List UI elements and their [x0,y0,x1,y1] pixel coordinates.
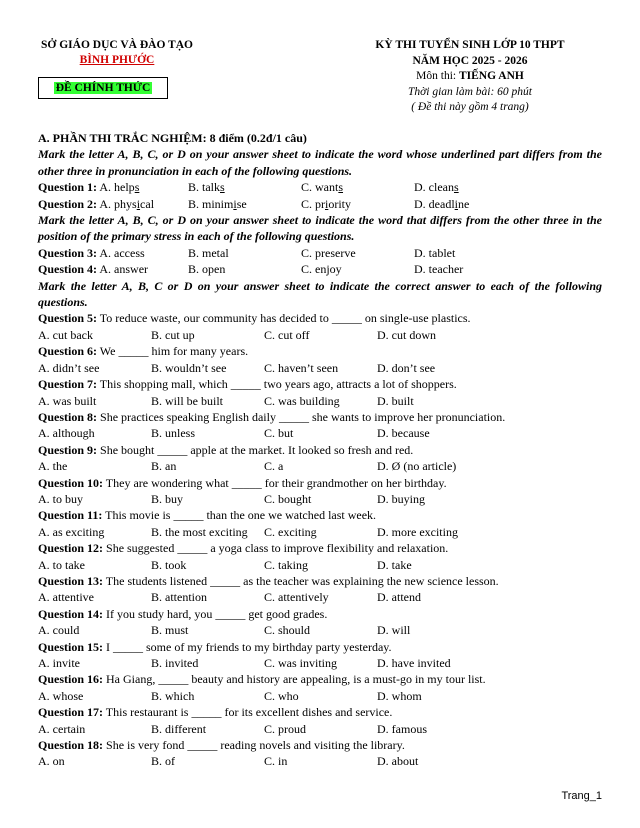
option-d: D. deadline [414,196,470,211]
option-b: B. unless [151,426,196,441]
option-c: C. in [264,754,288,769]
option-c: C. should [264,623,311,638]
option-c: C. a [264,459,284,474]
option-b: B. will be built [151,393,223,408]
option-d: D. don’t see [377,360,436,375]
option-a: A. whose [38,688,84,703]
option-b: B. minimise [188,196,247,211]
question-text: Ha Giang, _____ beauty and history are appealing, is a must-go in my tour list. [103,672,486,687]
question-stem [38,376,602,392]
option-c: C. attentively [264,590,329,605]
question-text: This restaurant is _____ for its excellent dishes and service. [103,705,393,720]
option-c: C. who [264,688,299,703]
time-limit: Thời gian làm bài: 60 phút [407,85,533,98]
option-a: A. to take [38,557,85,572]
instruction-grammar: Mark the letter A, B, C or D on your answer sheet to indicate the correct answer to each of the following questions. [38,278,602,310]
option-c: C. enjoy [301,262,342,277]
question-label: Question 4: [38,262,98,277]
question-text: She bought _____ apple at the market. It looked so fresh and red. [97,442,414,457]
option-a: A. attentive [38,590,94,605]
option-d: D. will [377,623,411,638]
subject-label: Môn thi: [416,70,459,82]
option-b: B. took [151,557,187,572]
option-b: B. invited [151,656,199,670]
province-name: BÌNH PHƯỚC [79,54,155,66]
option-b: B. cut up [151,327,195,342]
exam-content [38,130,602,770]
option-d: D. built [377,393,414,408]
option-b: B. of [151,754,175,769]
subject-line [345,69,595,85]
question-label: Question 6: [38,344,98,359]
option-b: B. wouldn’t see [151,360,227,375]
header-left [22,38,212,68]
option-d: D. Ø (no article) [377,459,457,474]
option-b: B. attention [151,590,207,605]
answer-options [38,721,602,737]
answer-options [38,393,602,409]
option-d: D. tablet [414,245,456,260]
question-text: This movie is _____ than the one we watched last week. [102,508,377,523]
option-d: D. take [377,557,412,572]
question-label: Question 13: [38,573,104,588]
question-stem [38,737,602,753]
header-right [345,38,595,116]
question-label: Question 2: [38,196,98,211]
answer-options [38,524,602,540]
question-text: They are wondering what _____ for their grandmother on her birthday. [103,475,447,490]
instruction-stress: Mark the letter A, B, C, or D on your answer sheet to indicate the word that differs from the other three in the position of the primary stress in each of the following questions. [38,213,602,244]
option-c: C. but [264,426,294,441]
question-4: Question 4: A. answer B. open C. enjoy D. teacher [38,262,464,277]
option-c: C. exciting [264,524,317,539]
option-a: A. to buy [38,491,83,506]
option-d: D. buying [377,491,425,506]
school-year: NĂM HỌC 2025 - 2026 [412,54,528,67]
question-label: Question 3: [38,245,98,260]
question-stem [38,573,602,589]
option-b: B. an [151,459,177,474]
answer-options [38,589,602,605]
option-a: A. as exciting [38,524,105,539]
page-number: Trang_1 [561,790,602,802]
question-text: I _____ some of my friends to my birthday party yesterday. [103,639,392,654]
option-a: A. cut back [38,327,93,342]
question-text: This shopping mall, which _____ two years ago, attracts a lot of shoppers. [97,377,457,392]
question-stem [38,704,602,720]
option-c: C. taking [264,557,308,572]
option-c: C. was inviting [264,656,338,670]
option-a: A. invite [38,656,80,670]
exam-title: KỲ THI TUYỂN SINH LỚP 10 THPT [375,39,565,51]
answer-options [38,360,602,376]
option-a: A. was built [38,393,97,408]
page-count: ( Đề thi này gồm 4 trang) [411,101,529,113]
option-c: C. bought [264,491,312,506]
question-1: Question 1: A. helps B. talks C. wants D. cleans [38,180,459,195]
question-text: We _____ him for many years. [97,344,249,359]
subject-name: TIẾNG ANH [458,70,524,82]
question-3: Question 3: A. access B. metal C. preserve D. tablet [38,245,456,260]
answer-options [38,425,602,441]
option-c: C. was building [264,393,340,408]
answer-options [38,655,602,671]
official-stamp-box [38,77,168,99]
question-stem [38,540,602,556]
option-a: A. although [38,426,95,441]
question-label: Question 18: [38,738,104,753]
question-label: Question 15: [38,639,104,654]
answer-options [38,753,602,769]
option-b: B. the most exciting [151,524,248,539]
question-stem [38,507,602,523]
option-d: D. cleans [414,180,459,195]
option-b: B. talks [188,180,225,195]
question-text: She practices speaking English daily _____ she wants to improve her pronunciation. [97,409,506,424]
option-d: D. whom [377,688,422,703]
option-a: A. didn’t see [38,360,100,375]
question-stem [38,310,602,326]
option-c: C. preserve [301,245,356,260]
question-stem [38,343,602,359]
question-label: Question 11: [38,508,103,523]
question-list [38,310,602,769]
option-b: B. different [151,721,207,736]
question-label: Question 1: [38,180,98,195]
option-d: D. have invited [377,656,451,670]
question-stem [38,409,602,425]
option-d: D. about [377,754,419,769]
question-text: If you study hard, you _____ get good grades. [103,606,328,621]
official-label: ĐỀ CHÍNH THỨC [55,82,151,94]
question-stem [38,606,602,622]
department-name: SỞ GIÁO DỤC VÀ ĐÀO TẠO [41,39,193,51]
option-b: B. which [151,688,195,703]
question-label: Question 7: [38,377,98,392]
question-stem [38,671,602,687]
question-label: Question 10: [38,475,104,490]
option-c: C. cut off [264,327,310,342]
option-c: C. priority [301,196,352,211]
option-b: B. metal [188,245,229,260]
question-label: Question 12: [38,541,104,556]
option-a: A. certain [38,721,86,736]
answer-options [38,458,602,474]
answer-options [38,557,602,573]
answer-options [38,688,602,704]
question-label: Question 8: [38,409,98,424]
option-b: B. open [188,262,226,277]
option-a: A. the [38,459,68,474]
question-2: Question 2: A. physical B. minimise C. priority D. deadline [38,196,470,211]
question-text: To reduce waste, our community has decided to _____ on single-use plastics. [97,311,471,326]
option-a: A. on [38,754,65,769]
option-d: D. attend [377,590,421,605]
question-stem [38,442,602,458]
option-d: D. teacher [414,262,464,277]
option-c: C. wants [301,180,344,195]
question-label: Question 14: [38,606,104,621]
answer-options [38,327,602,343]
option-d: D. because [377,426,430,441]
question-text: She is very fond _____ reading novels and visiting the library. [103,738,405,753]
question-label: Question 16: [38,672,104,687]
question-label: Question 17: [38,705,104,720]
question-label: Question 5: [38,311,98,326]
instruction-pronunciation: Mark the letter A, B, C, or D on your answer sheet to indicate the word whose underlined part differs from the other three in pronunciation in each of the following questions. [38,147,602,178]
question-stem [38,639,602,655]
option-b: B. must [151,623,189,638]
question-label: Question 9: [38,442,98,457]
option-c: C. proud [264,721,306,736]
answer-options [38,491,602,507]
option-d: D. more exciting [377,524,458,539]
question-stem [38,475,602,491]
option-c: C. haven’t seen [264,360,339,375]
option-d: D. cut down [377,327,436,342]
option-d: D. famous [377,721,427,736]
option-a: A. could [38,623,80,638]
section-title: A. PHẦN THI TRẮC NGHIỆM: 8 điểm (0.2đ/1 câu) [38,131,307,145]
question-text: She suggested _____ a yoga class to improve flexibility and relaxation. [103,541,449,556]
question-text: The students listened _____ as the teacher was explaining the new science lesson. [103,573,499,588]
answer-options [38,622,602,638]
option-b: B. buy [151,491,184,506]
